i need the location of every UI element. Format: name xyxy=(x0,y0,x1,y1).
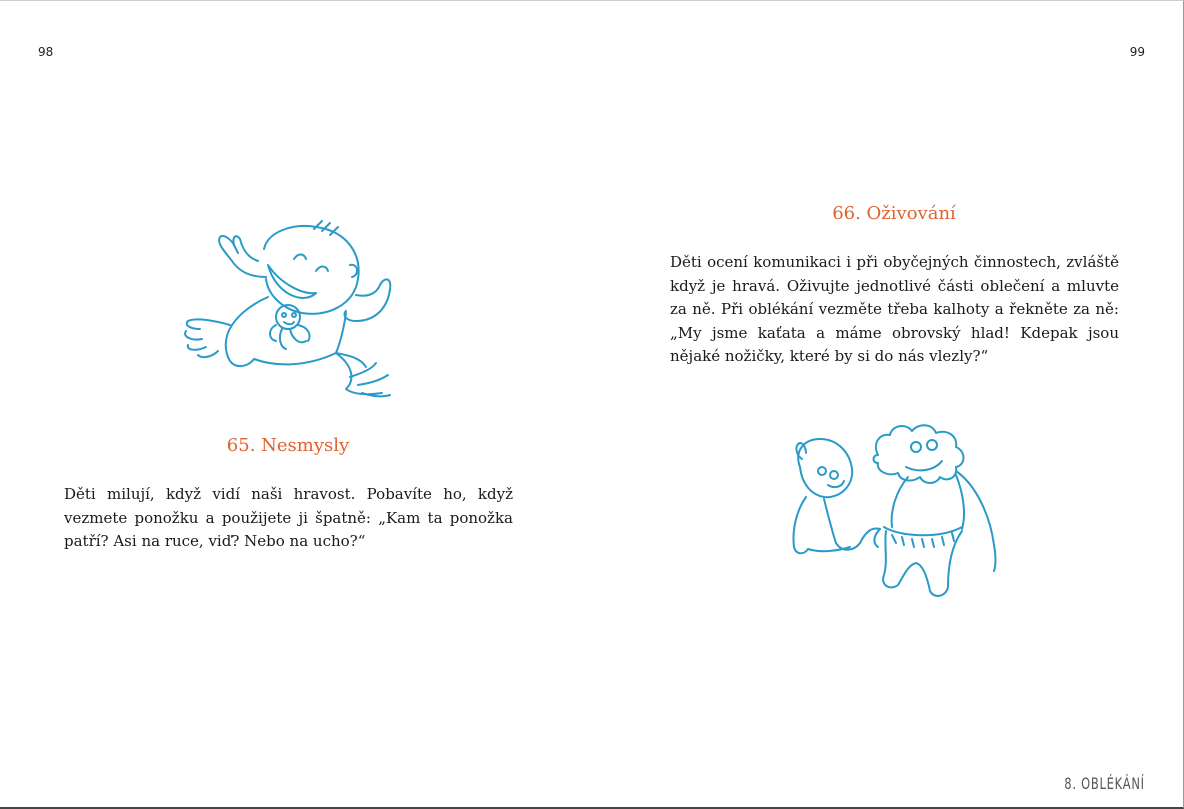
chapter-label: 8. OBLÉKÁNÍ xyxy=(1064,774,1145,793)
section-paragraph-65 xyxy=(64,483,513,554)
paragraph-text: Děti ocení komunikaci i při obyčejných činnostech, zvláště když je hravá. Oživujte jednotlivé části oblečení a mluvte za ně. Při oblékání vezměte třeba kalhoty a řekněte za ně: „My jsme kaťata a máme obrovský hlad! Kdepak jsou nějaké nožičky, které by si do nás vlezly?“ xyxy=(670,253,1119,365)
section-heading-66: 66. Oživování xyxy=(832,203,956,224)
laughing-child-illustration xyxy=(176,217,396,411)
page-number-left: 98 xyxy=(38,45,54,59)
section-heading-65: 65. Nesmysly xyxy=(226,435,350,456)
page-number-right: 99 xyxy=(1129,45,1145,59)
paragraph-text: Děti milují, když vidí naši hravost. Pobavíte ho, když vezmete ponožku a použijete ji špatně: „Kam ta ponožka patří? Asi na ruce, viď? Nebo na ucho?“ xyxy=(64,485,513,550)
mother-and-child-illustration xyxy=(780,415,1010,604)
section-paragraph-66 xyxy=(670,251,1119,369)
